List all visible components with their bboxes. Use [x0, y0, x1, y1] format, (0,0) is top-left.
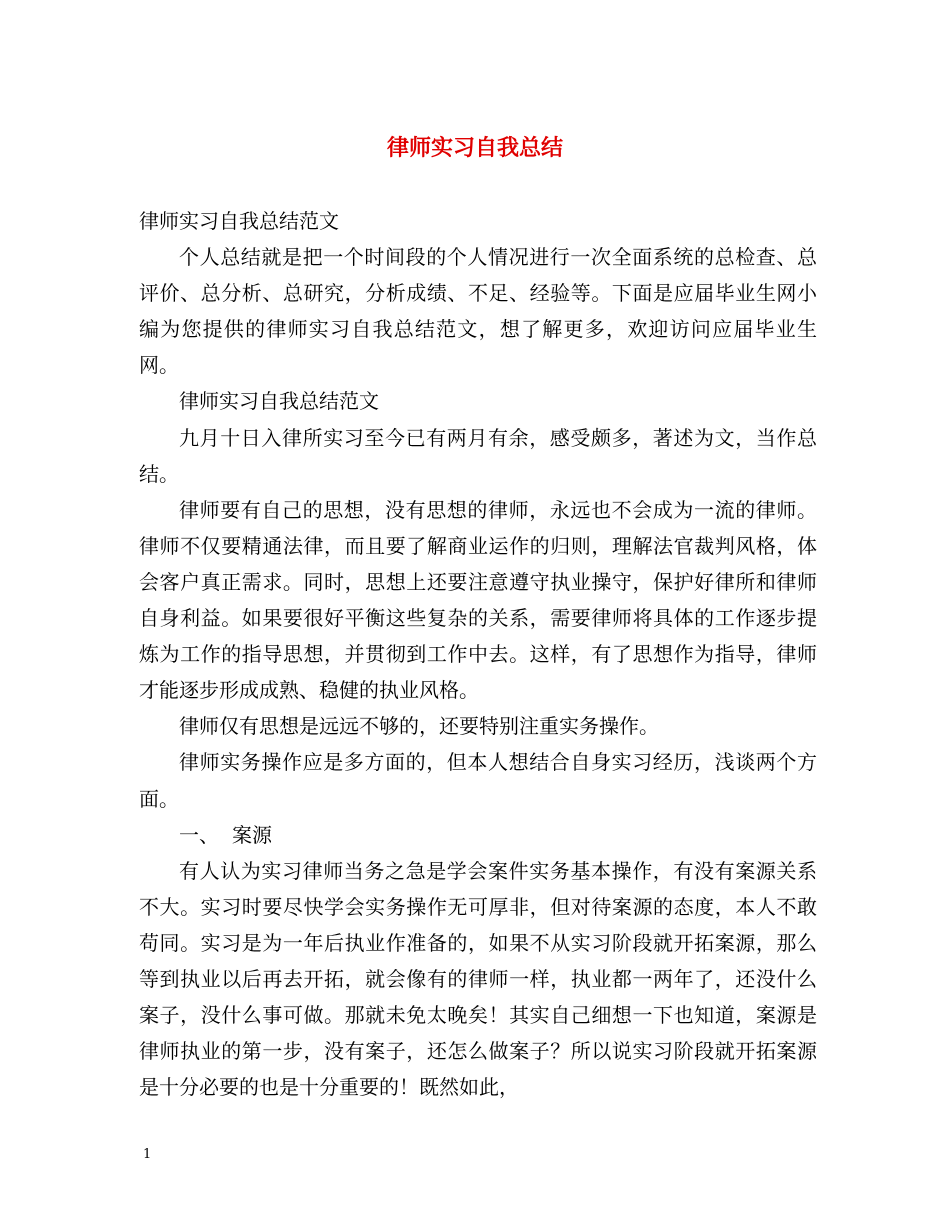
- document-body: [139, 203, 817, 1105]
- paragraph-case-source: 有人认为实习律师当务之急是学会案件实务基本操作，有没有案源关系不大。实习时要尽快学会实务操作无可厚非，但对待案源的态度，本人不敢苟同。实习是为一年后执业作准备的，如果不从实习阶段就开拓案源，那么等到执业以后再去开拓，就会像有的律师一样，执业都一两年了，还没什么案子，没什么事可做。那就未免太晚矣！其实自己细想一下也知道，案源是律师执业的第一步，没有案子，还怎么做案子？所以说实习阶段就开拓案源是十分必要的也是十分重要的！既然如此，: [139, 858, 817, 1100]
- paragraph-two-aspects: 律师实务操作应是多方面的，但本人想结合自身实习经历，浅谈两个方面。: [139, 750, 817, 811]
- section-heading-text: 案源: [232, 822, 272, 847]
- subtitle-line: 律师实习自我总结范文: [139, 209, 339, 233]
- paragraph-start-date: 九月十日入律所实习至今已有两月有余，感受颇多，著述为文，当作总结。: [139, 425, 817, 486]
- document-title: 律师实习自我总结: [386, 135, 563, 161]
- paragraph-thinking: 律师要有自己的思想，没有思想的律师，永远也不会成为一流的律师。律师不仅要精通法律，而且要了解商业运作的归则，理解法官裁判风格，体会客户真正需求。同时，思想上还要注意遵守执业操守，保护好律所和律师自身利益。如果要很好平衡这些复杂的关系，需要律师将具体的工作逐步提炼为工作的指导思想，并贯彻到工作中去。这样，有了思想作为指导，律师才能逐步形成成熟、稳健的执业风格。: [139, 497, 817, 703]
- paragraph-subheading: 律师实习自我总结范文: [179, 389, 379, 414]
- paragraph-practice: 律师仅有思想是远远不够的，还要特别注重实务操作。: [179, 714, 659, 739]
- page-number: 1: [143, 1147, 152, 1162]
- paragraph-intro: 个人总结就是把一个时间段的个人情况进行一次全面系统的总检查、总评价、总分析、总研究，分析成绩、不足、经验等。下面是应届毕业生网小编为您提供的律师实习自我总结范文，想了解更多，欢迎访问应届毕业生网。: [139, 245, 817, 378]
- section-number: 一、: [179, 822, 219, 847]
- section-heading-case-source: [139, 817, 817, 853]
